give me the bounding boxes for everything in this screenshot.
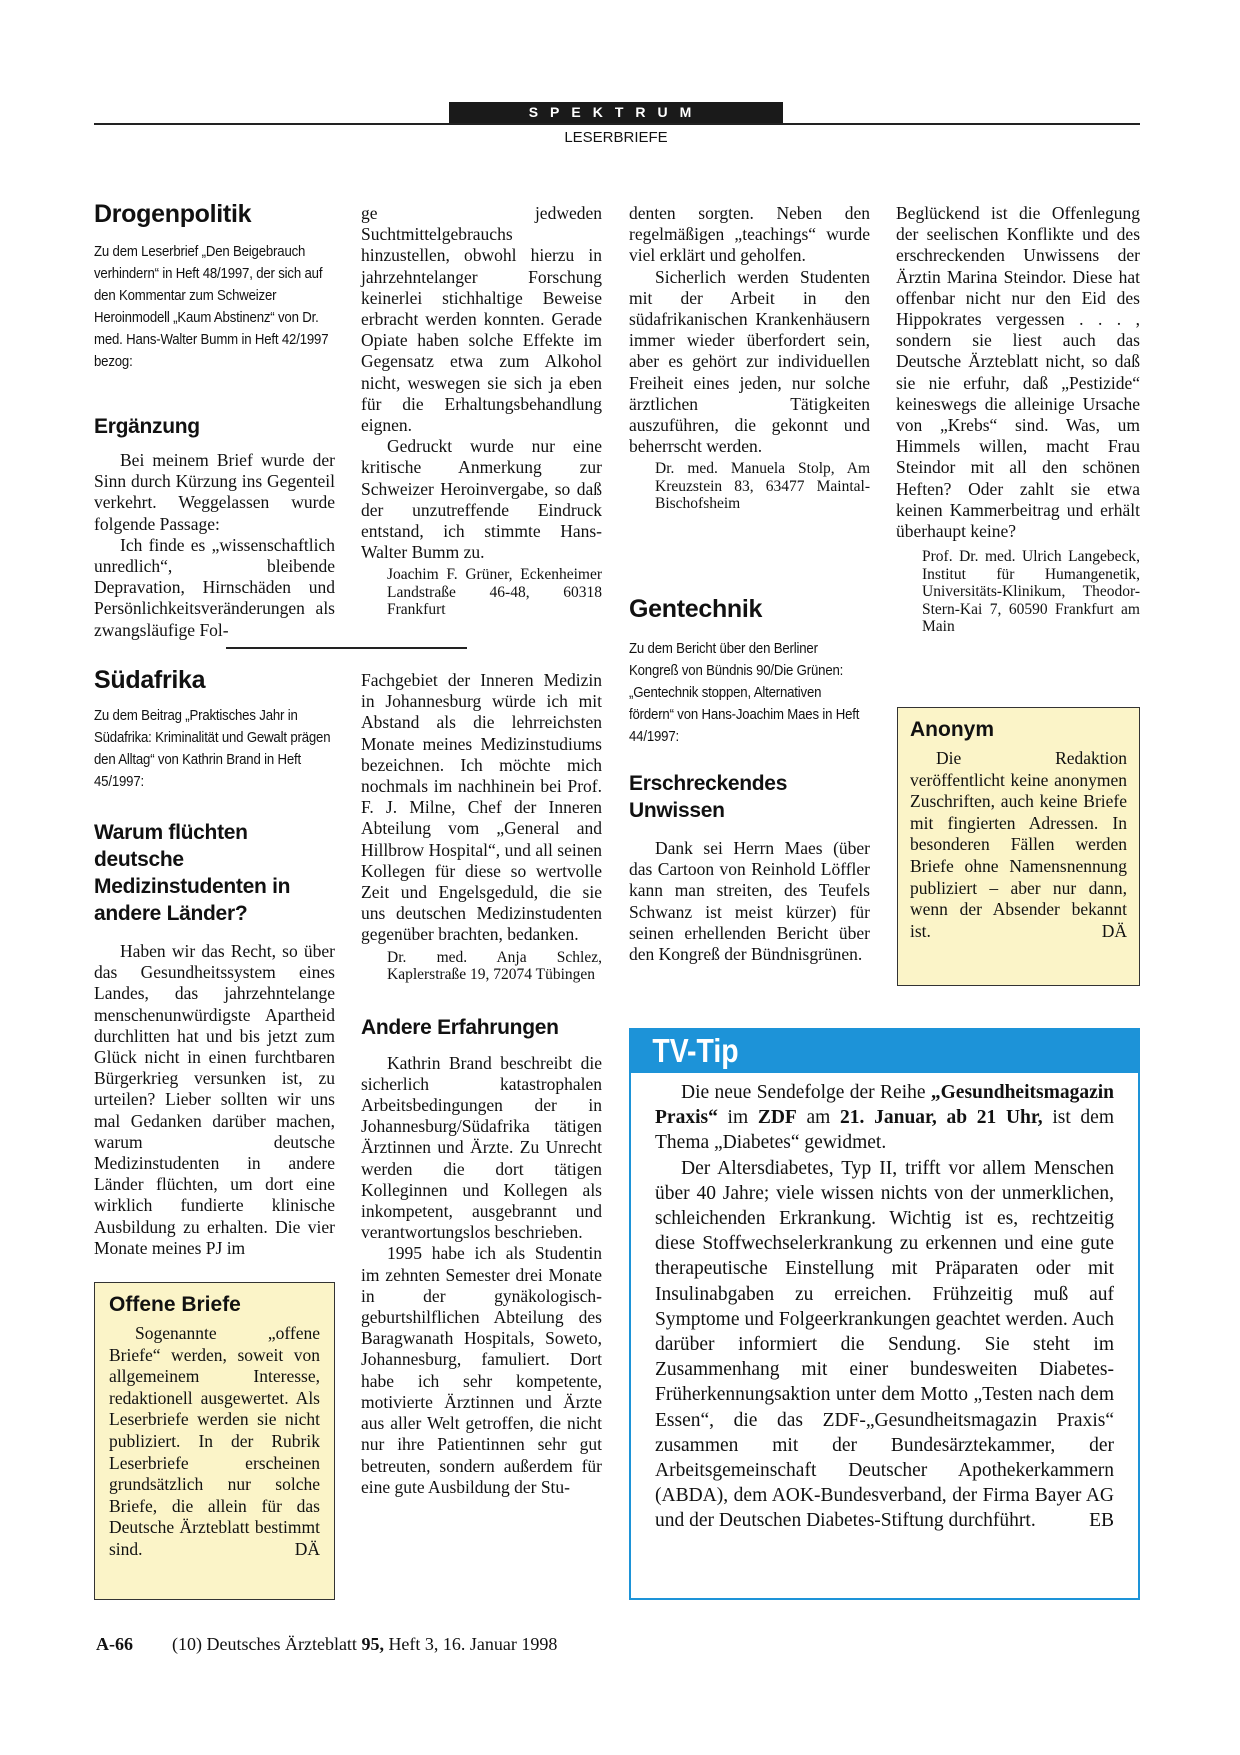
tv-tip-body	[631, 1072, 1138, 1534]
paragraph: Kathrin Brand beschreibt die sicherlich katastrophalen Arbeitsbedingungen der in Johannesburg/Südafrika tätigen Ärztinnen und Ärzte. Zu Unrecht werden die dort tätigen Kolleginnen und Kollegen als inkompetent, ausgebrannt und verantwortungslos beschrieben.	[361, 1052, 602, 1243]
article-title-suedafrika: Südafrika	[94, 666, 206, 694]
anonym-sign: DÄ	[1101, 920, 1127, 941]
tv-tip-box	[629, 1028, 1140, 1600]
section-banner	[449, 102, 783, 123]
letter-title-erschreckendes-unwissen: Erschreckendes Unwissen	[629, 772, 788, 822]
paragraph: Ich finde es „wissenschaftlich unredlich“, bleibende Depravation, Hirnschäden und Persönlichkeitsveränderungen als zwangsläufige Fol-	[94, 534, 335, 640]
paragraph: denten sorgten. Neben den regelmäßigen „teachings“ wurde viel erklärt und geholfen.	[629, 203, 870, 266]
paragraph: Die neue Sendefolge der Reihe „Gesundheitsmagazin Praxis“ im ZDF am 21. Januar, ab 21 Uhr, ist dem Thema „Diabetes“ gewidmet.	[655, 1082, 1115, 1154]
paragraph: 1995 habe ich als Studentin im zehnten Semester drei Monate in der gynäkologisch-geburtshilflichen Abteilung des Baragwanath Hospitals, Soweto, Johannesburg, famuliert. Dort habe ich sehr kompetente, motivierte Ärztinnen und Ärzte aus aller Welt getroffen, die nicht nur ihre Patientinnen sehr gut betreuten, sondern außerdem für eine gute Ausbildung der Stu-	[361, 1243, 602, 1497]
section-label: SPEKTRUM	[528, 104, 704, 120]
signature-stolp: Dr. med. Manuela Stolp, Am Kreuzstein 83, 63477 Maintal-Bischofsheim	[655, 460, 870, 513]
header-rule	[94, 123, 1140, 125]
paragraph: Dank sei Herrn Maes (über das Cartoon von Reinhold Löffler kann man streiten, des Teufels Schwanz ist meist kürzer) für seinen erhellenden Bericht über den Kongreß der Bündnisgrünen.	[629, 838, 870, 965]
letter-body-erschreckendes-unwissen	[629, 838, 870, 965]
anonym-box	[897, 707, 1140, 986]
offene-briefe-sign: DÄ	[294, 1538, 320, 1559]
paragraph: Fachgebiet der Inneren Medizin in Johannesburg würde ich mit Abstand als die lehrreichsten Monate meines Medizinstudiums bezeichnen. Ich möchte mich nochmals im nachhinein bei Prof. F. J. Milne, Chef der Inneren Abteilung vom „General and Hillbrow Hospital“, und all seinen Kollegen für diese so wertvolle Zeit und Engelsgeduld, die sie uns deutschen Medizinstudenten gegenüber brachten, bedanken.	[361, 670, 602, 945]
anonym-text: Die Redaktion veröffentlicht keine anonymen Zuschriften, auch keine Briefe mit fingierten Adressen. In besonderen Fällen werden Briefe ohne Namensnennung publiziert – aber nur dann, wenn der Absender bekannt ist. DÄ	[910, 748, 1127, 941]
letter-body-medizinstudenten-cont	[361, 670, 602, 946]
column-1-top	[94, 200, 335, 641]
article-intro-drogenpolitik: Zu dem Leserbrief „Den Beigebrauch verhindern“ in Heft 48/1997, der sich auf den Kommentar zum Schweizer Heroinmodell „Kaum Abstinenz“ von Dr. med. Hans-Walter Bumm in Heft 42/1997 bezog:	[94, 243, 329, 370]
footer-source: (10) Deutsches Ärzteblatt 95, Heft 3, 16. Januar 1998	[172, 1634, 558, 1654]
article-separator	[226, 647, 467, 649]
paragraph: Beglückend ist die Offenlegung der seelischen Konflikte und des erschreckenden Unwissens der Ärztin Marina Steindor. Diese hat offenbar nicht nur den Eid des Hippokrates vergessen . . . , sondern sie liest auch das Deutsche Ärzteblatt nicht, so daß sie nie erfuhr, daß „Pestizide“ keineswegs die alleinige Ursache von „Krebs“ sind. Was, um Himmels willen, macht Frau Steindor mit all den schönen Heften? Oder zahlt sie etwa keinen Kammerbeitrag und erhält überhaupt keine?	[896, 203, 1140, 542]
article-intro-suedafrika: Zu dem Beitrag „Praktisches Jahr in Südafrika: Kriminalität und Gewalt prägen den Alltag“ von Kathrin Brand in Heft 45/1997:	[94, 707, 331, 790]
anonym-title: Anonym	[910, 718, 994, 741]
page-number: A-66	[96, 1634, 133, 1654]
paragraph: Der Altersdiabetes, Typ II, trifft vor allem Menschen über 40 Jahre; viele wissen nichts von der unmerklichen, schleichenden Erkrankung. Wichtig ist es, rechtzeitig diese Stoffwechselerkrankung zu erkennen und eine gute therapeutische Einstellung mit Präparaten oder mit Insulinabgaben zu erreichen. Frühzeitig muß auf Symptome und Folgeerkrankungen geachtet werden. Auch darüber informiert die Sendung. Sie steht im Zusammenhang mit einer bundesweiten Diabetes-Früherkennungsaktion unter dem Motto „Testen nach dem Essen“, die das ZDF-„Gesundheitsmagazin Praxis“ zusammen mit der Bundesärztekammer, der Arbeitsgemeinschaft Deutscher Apothekerkammern (ABDA), dem AOK-Bundesverband, der Firma Bayer AG und der Deutschen Diabetes-Stiftung durchführt. EB	[655, 1156, 1114, 1534]
article-title-drogenpolitik: Drogenpolitik	[94, 200, 252, 228]
column-3-gentechnik	[629, 595, 870, 965]
paragraph: Sicherlich werden Studenten mit der Arbeit in den südafrikanischen Krankenhäusern immer wieder überfordert sein, aber es gehört zur individuellen Freiheit eines jeden, nur solche ärztlichen Tätigkeiten auszuführen, die gekonnt und beherrscht werden.	[629, 266, 870, 457]
tv-tip-sign: EB	[1089, 1510, 1114, 1532]
offene-briefe-box	[94, 1282, 335, 1600]
offene-briefe-title: Offene Briefe	[109, 1293, 241, 1316]
letter-title-medizinstudenten: Warum flüchten deutsche Medizinstudenten in andere Länder?	[94, 821, 291, 925]
letter-body-erschreckendes-unwissen-cont	[896, 203, 1140, 542]
letter-body-andere-erfahrungen-cont	[629, 203, 870, 457]
signature-schlez: Dr. med. Anja Schlez, Kaplerstraße 19, 72074 Tübingen	[387, 948, 602, 984]
letter-body-ergaenzung-cont	[361, 203, 602, 563]
signature-grueener: Joachim F. Grüner, Eckenheimer Landstraße 46-48, 60318 Frankfurt	[387, 566, 602, 619]
column-3-top	[629, 203, 870, 513]
article-title-gentechnik: Gentechnik	[629, 595, 763, 623]
letter-body-medizinstudenten	[94, 941, 335, 1259]
column-4-top	[896, 203, 1140, 636]
footer	[96, 1634, 557, 1655]
subsection-label: LESERBRIEFE	[564, 129, 668, 146]
column-2-top	[361, 203, 602, 619]
paragraph: Haben wir das Recht, so über das Gesundheitssystem eines Landes, das jahrzehntelange menschenunwürdigste Apartheid durchlitten hat und bis jetzt zum Glück nicht in einen furchtbaren Bürgerkrieg versunken ist, zu urteilen? Lieber sollten wir uns mal Gedanken darüber machen, warum deutsche Medizinstudenten in andere Länder flüchten, um dort eine wirklich fundierte klinische Ausbildung zu erhalten. Die vier Monate meines PJ im	[94, 941, 335, 1258]
column-1-bottom	[94, 666, 335, 1259]
tv-tip-header	[630, 1029, 1139, 1073]
letter-title-andere-erfahrungen: Andere Erfahrungen	[361, 1015, 559, 1039]
article-intro-gentechnik: Zu dem Bericht über den Berliner Kongreß von Bündnis 90/Die Grünen: „Gentechnik stoppen, Alternativen fördern“ von Hans-Joachim Maes in Heft 44/1997:	[629, 640, 860, 745]
letter-title-ergaenzung: Ergänzung	[94, 415, 200, 438]
paragraph: ge jedweden Suchtmittelgebrauchs hinzustellen, obwohl hierzu in jahrzehntelanger Forschung keinerlei stichhaltige Beweise erbracht werden konnten. Gerade Opiate haben solche Effekte im Gegensatz etwa zum Alkohol nicht, weswegen sie sich ja eben für die Erhaltungsbehandlung eignen.	[361, 203, 602, 436]
paragraph: Gedruckt wurde nur eine kritische Anmerkung zur Schweizer Heroinvergabe, so daß der unzutreffende Eindruck entstand, ich stimmte Hans-Walter Bumm zu.	[361, 436, 602, 563]
letter-body-andere-erfahrungen	[361, 1053, 602, 1498]
column-2-bottom	[361, 670, 602, 1498]
paragraph: Bei meinem Brief wurde der Sinn durch Kürzung ins Gegenteil verkehrt. Weggelassen wurde folgende Passage:	[94, 450, 335, 534]
offene-briefe-text: Sogenannte „offene Briefe“ werden, soweit von allgemeinem Interesse, redaktionell ausgewertet. Als Leserbriefe werden sie nicht publiziert. In der Rubrik Leserbriefe erscheinen grundsätzlich nur solche Briefe, die allein für das Deutsche Ärzteblatt bestimmt sind. DÄ	[109, 1323, 320, 1559]
signature-langebeck: Prof. Dr. med. Ulrich Langebeck, Institut für Humangenetik, Universitäts-Klinikum, Theodor-Stern-Kai 7, 60590 Frankfurt am Main	[922, 548, 1140, 636]
letter-body-ergaenzung	[94, 450, 335, 641]
tv-tip-title: TV-Tip	[652, 1032, 739, 1069]
